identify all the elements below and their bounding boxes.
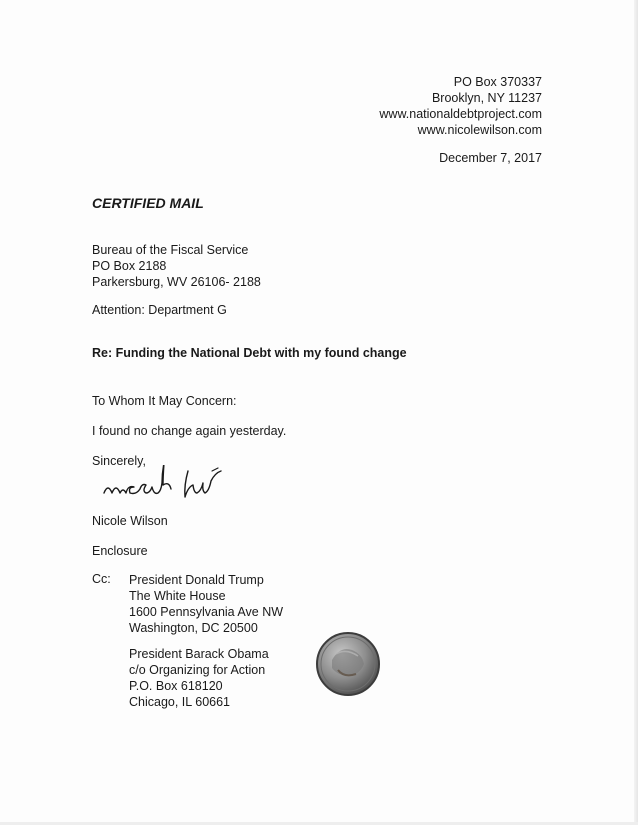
body-text: I found no change again yesterday. bbox=[92, 424, 287, 438]
cc-line: 1600 Pennsylvania Ave NW bbox=[129, 605, 284, 619]
return-address-line: PO Box 370337 bbox=[453, 75, 542, 89]
cc-recipient bbox=[129, 646, 269, 710]
recipient-line: Parkersburg, WV 26106- 2188 bbox=[92, 275, 261, 289]
enclosure-note: Enclosure bbox=[92, 544, 148, 558]
cc-line: Washington, DC 20500 bbox=[129, 621, 258, 635]
cc-line: President Barack Obama bbox=[129, 647, 269, 661]
return-address-line: www.nicolewilson.com bbox=[417, 123, 542, 137]
attention-line: Attention: Department G bbox=[92, 303, 227, 317]
return-address-line: Brooklyn, NY 11237 bbox=[431, 91, 542, 105]
cc-line: President Donald Trump bbox=[129, 573, 264, 587]
cc-line: c/o Organizing for Action bbox=[129, 663, 266, 677]
letter-date: December 7, 2017 bbox=[439, 151, 542, 165]
closing: Sincerely, bbox=[92, 454, 146, 468]
sender-name: Nicole Wilson bbox=[92, 514, 168, 528]
return-address-line: www.nationaldebtproject.com bbox=[379, 107, 542, 121]
recipient-address bbox=[92, 242, 261, 290]
subject-line: Re: Funding the National Debt with my found change bbox=[92, 346, 407, 360]
coin-image bbox=[314, 630, 382, 698]
cc-line: The White House bbox=[129, 589, 226, 603]
cc-label: Cc: bbox=[92, 572, 111, 586]
return-address bbox=[379, 74, 542, 138]
cc-recipient bbox=[129, 572, 283, 636]
cc-line: P.O. Box 618120 bbox=[129, 679, 223, 693]
recipient-line: PO Box 2188 bbox=[92, 259, 167, 273]
salutation: To Whom It May Concern: bbox=[92, 394, 237, 408]
recipient-line: Bureau of the Fiscal Service bbox=[92, 243, 249, 257]
handwritten-signature bbox=[100, 465, 250, 505]
certified-mail-heading: CERTIFIED MAIL bbox=[92, 195, 204, 211]
paper-edge-right bbox=[634, 0, 638, 825]
cc-line: Chicago, IL 60661 bbox=[129, 695, 231, 709]
